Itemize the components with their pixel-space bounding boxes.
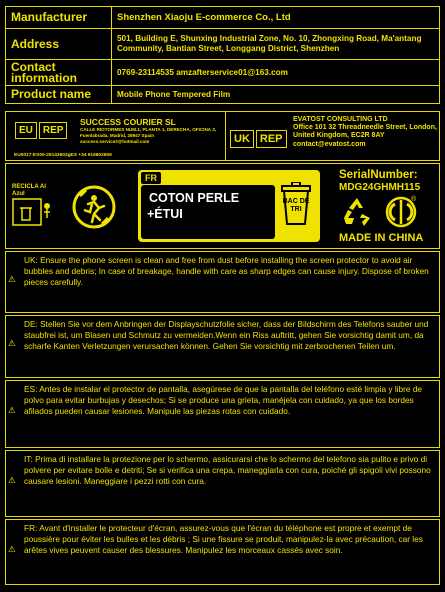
warning-triangle-icon: ⚠: [8, 274, 16, 284]
registered-mark-icon: ®: [411, 196, 417, 203]
warning-section-de: [5, 315, 440, 378]
made-in-label: MADE IN CHINA: [339, 232, 424, 244]
warning-text: ES: Antes de instalar el protector de pantalla, asegúrese de que la pantalla del teléfono esté limpia y libre de polvo para evitar burbujas y desechos; Si se produce una grieta, manéjela con cuidado, ya que los bordes afilados pueden causar lesiones. Manipule las piezas rotas con cuidado.: [24, 384, 423, 417]
eu-rep-badge: [15, 122, 67, 139]
info-value: Mobile Phone Tempered Film: [112, 86, 440, 104]
recicla-badge: [12, 184, 56, 228]
warning-section-uk: [5, 251, 440, 313]
info-value: 0769-23114535 amzafterservice01@163.com: [112, 60, 440, 86]
info-label: Manufacturer: [6, 7, 112, 29]
bac-de-tri-label: BAC DE TRI: [282, 198, 310, 213]
warning-text: UK: Ensure the phone screen is clean and free from dust before installing the screen protector to avoid air bubbles and debris; In case of breakage, handle with care as sharp edges can cause injury. Dispose of broken pieces carefully.: [24, 255, 429, 288]
bac-de-tri-icon: [281, 184, 311, 224]
info-row-product: [6, 86, 440, 104]
eu-rep-email: success.service2@hotmail.com: [80, 139, 150, 144]
warning-text: FR: Avant d'installer le protecteur d'écran, assurez-vous que l'écran du téléphone est propre et exempt de poussière pour éviter les bulles et les débris ; Si une fissure se produit, manipulez-la avec précaution, car les arêtes vives peuvent causer des blessures. Manipulez les morceaux cassés avec soin.: [24, 523, 423, 556]
uk-rep-email: contact@evatost.com: [293, 140, 366, 148]
warning-triangle-icon: ⚠: [8, 475, 16, 485]
info-row-address: [6, 29, 440, 60]
uk-rep-address: Office 101 32 Threadneedle Street, London, United Kingdom, EC2R 8AY: [293, 124, 437, 140]
manufacturer-info-table: [5, 6, 440, 104]
info-row-contact: [6, 60, 440, 86]
uk-rep-company: EVATOST CONSULTING LTD: [293, 116, 388, 123]
warning-section-es: [5, 380, 440, 448]
uk-rep-tag-left: UK: [230, 130, 254, 148]
info-row-manufacturer: [6, 7, 440, 29]
recicla-badge-label: RECICLA AI Azul: [12, 184, 46, 197]
info-label: Address: [6, 29, 112, 60]
eu-rep-company: SUCCESS COURIER SL: [80, 117, 176, 127]
warning-text: IT: Prima di installare la protezione per lo schermo, assicurarsi che lo schermo del telefono sia pulito e privo di polvere per evitare bolle e detriti; Se si verifica una crepa, maneggiarla con cura, poiché gli spigoli vivi possono causare lesioni. Maneggiare i pezzi rotti con cura.: [24, 454, 431, 487]
warning-triangle-icon: ⚠: [8, 338, 16, 348]
eu-rep-tag-left: EU: [15, 122, 37, 139]
info-tri-fr-tag: FR: [141, 172, 161, 184]
recycle-bin-icon: [12, 198, 56, 228]
info-value: Shenzhen Xiaoju E-commerce Co., Ltd: [112, 7, 440, 29]
warning-text: DE: Stellen Sie vor dem Anbringen der Displayschutzfolie sicher, dass der Bildschirm des Telefons sauber und staubfrei ist, um Blasen und Schmutz zu vermeiden.Wenn ein Riss auftritt, gehen Sie vorsichtig damit um, da scharfe Kanten Verletzungen verursachen können. Gehen Sie vorsichtig mit zerbrochenen Teilen um.: [24, 319, 429, 352]
eu-rep-details: [80, 117, 223, 145]
info-tri-material-extra: +ÉTUI: [147, 207, 183, 221]
eu-rep-tag-right: REP: [39, 122, 68, 139]
info-label: Contact information: [6, 60, 112, 86]
info-value: 501, Building E, Shunxing Industrial Zone, No. 10, Zhongxing Road, Ma'antang Community, Bantian Street, Longgang District, Shenzhen: [112, 29, 440, 60]
info-tri-material-panel: [141, 185, 275, 239]
recycle-icon: [340, 196, 374, 228]
eu-rep-address: CALLE RIOTORMES NUM.1, PLANTA 1, DERECHA, OFICINA 3, Fuenlabrada, Madrid, 28947 Spain: [80, 127, 217, 138]
triman-logo-icon: [72, 184, 116, 230]
info-tri-material: COTON PERLE: [149, 191, 240, 205]
warning-section-fr: [5, 519, 440, 585]
serial-label: SerialNumber:: [339, 169, 418, 181]
warning-triangle-icon: ⚠: [8, 405, 16, 415]
uk-rep-badge: [230, 130, 287, 148]
rep-divider: [225, 111, 226, 161]
warning-section-it: [5, 450, 440, 517]
info-tri-block: [138, 170, 320, 242]
eu-rep-footer: EU0017-ES00-25143602gES +34 916602659: [14, 153, 112, 158]
uk-rep-details: [293, 115, 438, 149]
uk-rep-tag-right: REP: [256, 130, 287, 148]
warning-triangle-icon: ⚠: [8, 544, 16, 554]
info-label: Product name: [6, 86, 112, 104]
serial-number: MDG24GHMH115: [339, 182, 421, 193]
